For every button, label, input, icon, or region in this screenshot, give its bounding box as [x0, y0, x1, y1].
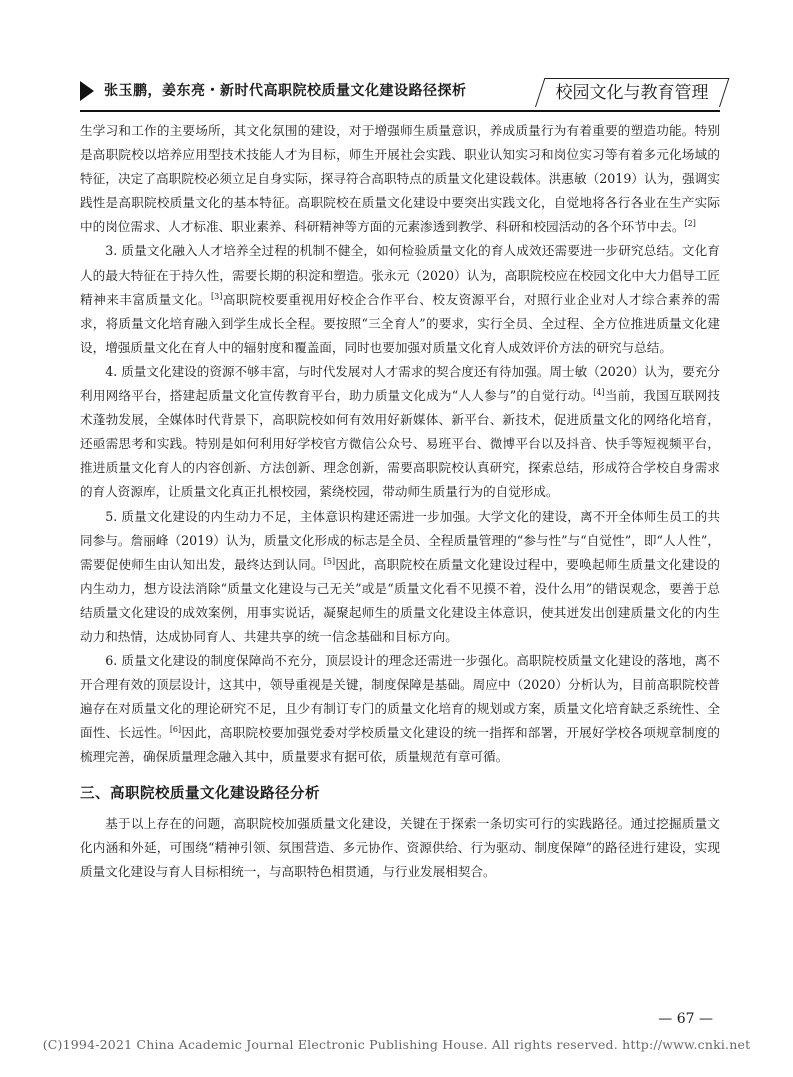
citation-ref: [6] [169, 725, 182, 735]
section-paragraph: 基于以上存在的问题，高职院校加强质量文化建设，关键在于探索一条切实可行的实践路径。通过挖掘质量文化内涵和外延，可围绕“精神引领、氛围营造、多元协作、资源供给、行为驱动、制度保障”的路径进行建设，实现质量文化建设与育人目标相统一，与高职特色相贯通，与行业发展相契合。 [80, 815, 720, 879]
section-heading: 三、高职院校质量文化建设路径分析 [80, 785, 320, 802]
paragraph-4: 5. 质量文化建设的内生动力不足，主体意识构建还需进一步加强。大学文化的建设，离不开全体师生员工的共同参与。詹丽峰（2019）认为，质量文化形成的标志是全员、全程质量管理的“参与性”与“自觉性”，即“人人性”，需要促使师生由认知出发，最终达到认同。[5]因此，高职院校在质量文化建设过程中，要唤起师生质量文化建设的内生动力，想方设法消除“质量文化建设与己无关”或是“质量文化看不见摸不着，没什么用”的错误观念，要善于总结质量文化建设的成效案例，用事实说话，凝聚起师生的质量文化建设主体意识，使其迸发出创建质量文化的内生动力和热情，达成协同育人、共建共享的统一信念基础和目标方向。 [80, 508, 721, 644]
citation-ref: [3] [210, 291, 223, 301]
paragraph-5: 6. 质量文化建设的制度保障尚不充分，顶层设计的理念还需进一步强化。高职院校质量文化建设的落地，离不开合理有效的顶层设计，这其中，领导重视是关键，制度保障是基础。周应中（2020）分析认为，目前高职院校普遍存在对质量文化的理论研究不足，且少有制订专门的质量文化培育的规划或方案，质量文化培育缺乏系统性、全面性、长远性。[6]因此，高职院校要加强党委对学校质量文化建设的统一指挥和部署，开展好学校各项规章制度的梳理完善，确保质量理念融入其中，质量要求有据可依，质量规范有章可循。 [80, 653, 721, 765]
column-name: 校园文化与教育管理 [555, 83, 709, 103]
citation-ref: [5] [323, 556, 336, 566]
page-number: — 67 — [658, 1011, 713, 1027]
running-title: 张玉鹏，姜东亮・新时代高职院校质量文化建设路径探析 [104, 83, 467, 99]
paragraph-2: 3. 质量文化融入人才培养全过程的机制不健全，如何检验质量文化的育人成效还需要进一步研究总结。文化育人的最大特征在于持久性，需要长期的积淀和塑造。张永元（2020）认为，高职院校应在校园文化中大力倡导工匠精神来丰富质量文化。[3]高职院校要重视用好校企合作平台、校友资源平台，对照行业企业对人才综合素养的需求，将质量文化培育融入到学生成长全程。要按照“三全育人”的要求，实行全员、全过程、全方位推进质量文化建设，增强质量文化在育人中的辐射度和覆盖面，同时也要加强对质量文化育人成效评价方法的研究与总结。 [80, 243, 721, 355]
column-tab [535, 78, 729, 107]
paragraph-3: 4. 质量文化建设的资源不够丰富，与时代发展对人才需求的契合度还有待加强。周士敏（2020）认为，要充分利用网络平台，搭建起质量文化宣传教育平台，助力质量文化成为“人人参与”的自觉行动。[4]当前，我国互联网技术蓬勃发展，全媒体时代背景下，高职院校如何有效用好新媒体、新平台、新技术，促进质量文化的网络化培育，还亟需思考和实践。特别是如何利用好学校官方微信公众号、易班平台、微博平台以及抖音、快手等短视频平台，推进质量文化育人的内容创新、方法创新、理念创新，需要高职院校认真研究，探索总结，形成符合学校自身需求的育人资源库，让质量文化真正扎根校园，萦绕校园，带动师生质量行为的自觉形成。 [80, 363, 720, 500]
running-header [80, 78, 720, 108]
copyright-footer: (C)1994-2021 China Academic Journal Electronic Publishing House. All rights reserved. http://www.cnki.net [42, 1037, 751, 1052]
triangle-marker-icon [80, 81, 94, 101]
citation-ref: [4] [593, 387, 605, 397]
citation-ref: [2] [684, 219, 696, 229]
paragraph-1: 生学习和工作的主要场所，其文化氛围的建设，对于增强师生质量意识，养成质量行为有着重要的塑造功能。特别是高职院校以培养应用型技术技能人才为目标，师生开展社会实践、职业认知实习和岗位实习等有着多元化场域的特征，决定了高职院校必须立足自身实际，探寻符合高职特点的质量文化建设载体。洪惠敏（2019）认为，强调实践性是高职院校质量文化的基本特征。高职院校在质量文化建设中要突出实践文化，自觉地将各行各业在生产实际中的岗位需求、人才标准、职业素养、科研精神等方面的元素渗透到教学、科研和校园活动的各个环节中去。[2] [80, 123, 720, 235]
article-body [80, 119, 720, 884]
header-rule [80, 110, 720, 112]
